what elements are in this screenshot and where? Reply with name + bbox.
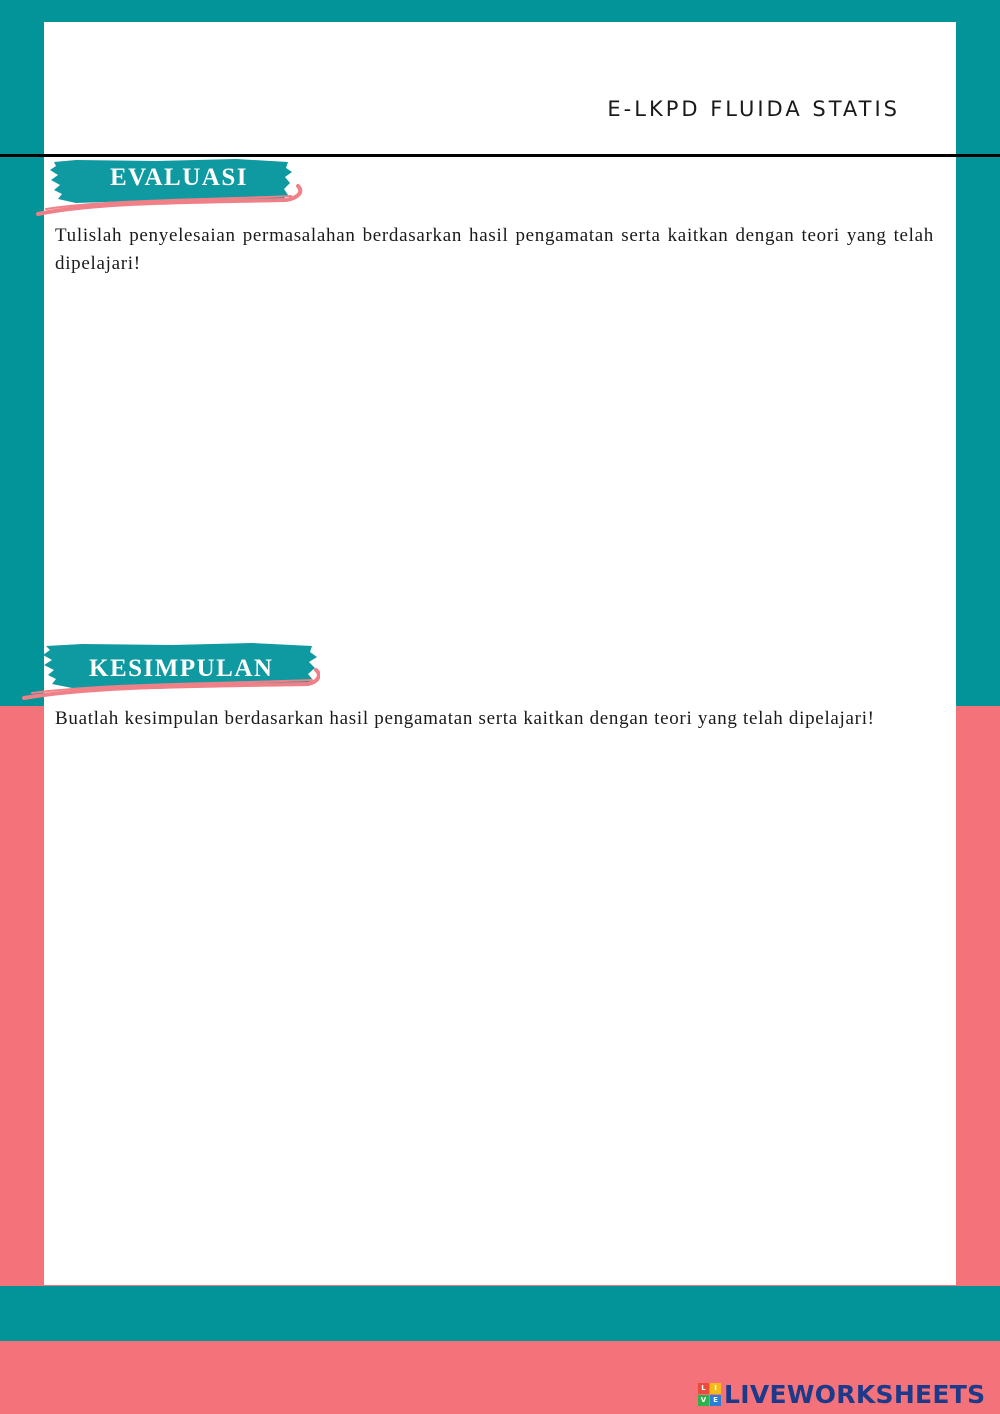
liveworksheets-wordmark: LIVEWORKSHEETS xyxy=(724,1379,986,1409)
liveworksheets-logo xyxy=(698,1379,985,1409)
badge-letter: E xyxy=(710,1395,721,1406)
badge-letter: L xyxy=(698,1383,709,1394)
evaluasi-instruction: Tulislah penyelesaian permasalahan berdasarkan hasil pengamatan serta kaitkan dengan teori yang telah dipelajari! xyxy=(55,225,934,274)
worksheet-title: E-LKPD FLUIDA STATIS xyxy=(607,97,900,121)
badge-letter: V xyxy=(698,1395,709,1406)
badge-letter: I xyxy=(710,1383,721,1394)
kesimpulan-heading-banner xyxy=(22,642,320,704)
kesimpulan-heading: KESIMPULAN xyxy=(89,655,274,682)
background-teal-band xyxy=(0,1286,1000,1341)
evaluasi-heading-banner xyxy=(36,158,308,220)
kesimpulan-instruction: Buatlah kesimpulan berdasarkan hasil pengamatan serta kaitkan dengan teori yang telah dipelajari! xyxy=(55,708,875,729)
liveworksheets-badge-icon xyxy=(698,1383,721,1406)
header-divider xyxy=(0,154,1000,157)
evaluasi-heading: EVALUASI xyxy=(110,164,248,191)
